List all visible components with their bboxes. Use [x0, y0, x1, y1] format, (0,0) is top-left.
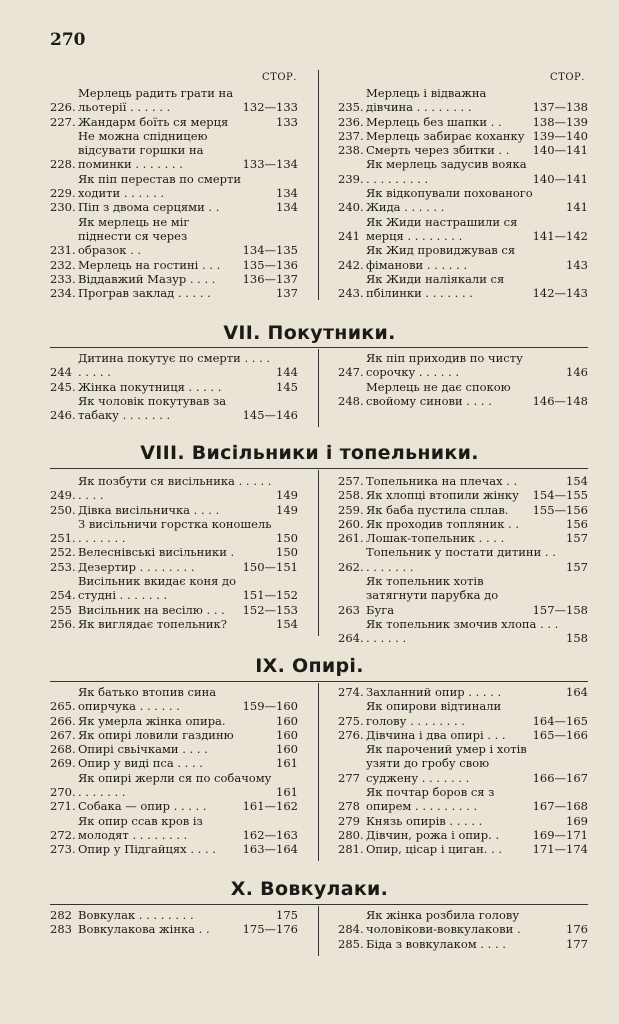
- entry-pages: 134: [276, 186, 298, 201]
- entry-number: 268.: [50, 742, 76, 757]
- entry-number: 261.: [338, 531, 364, 546]
- entry-number: 240.: [338, 200, 364, 215]
- entry-title: Як Жиди настрашили ся мерця . . . . . . . .: [366, 214, 518, 243]
- entry-number: 246.: [50, 408, 76, 423]
- entry-pages: 137—138: [532, 100, 588, 115]
- toc-entry: [338, 728, 588, 742]
- entry-title: Як відкопували похованого Жида . . . . . .: [366, 186, 533, 215]
- entry-pages: 139—140: [532, 128, 588, 143]
- entry-title: Як позбути ся висільника . . . . . . . . .: [78, 474, 272, 503]
- section-rule: [50, 468, 588, 469]
- entry-number: 266.: [50, 713, 76, 728]
- entry-number: 228.: [50, 157, 76, 172]
- entry-number: 226.: [50, 100, 76, 115]
- entry-title: Як опирі ловили газдиню: [78, 727, 234, 742]
- column-header-right: СТОР.: [550, 72, 585, 83]
- toc-entry: [338, 574, 588, 617]
- entry-pages: 134—135: [242, 243, 298, 258]
- entry-number: 235.: [338, 100, 364, 115]
- toc-entry: [338, 129, 588, 143]
- entry-number: 285.: [338, 936, 364, 951]
- entry-pages: 175: [276, 908, 298, 922]
- entry-title: Захланний опир . . . . .: [366, 685, 502, 699]
- entry-title: Як парочений умер і хотів узяти до гробу свою суджену . . . . . . .: [366, 742, 527, 785]
- entry-pages: 160: [276, 727, 298, 742]
- entry-number: 251.: [50, 531, 76, 546]
- entry-pages: 154—155: [532, 488, 588, 503]
- section-title: X. Вовкулаки.: [230, 878, 389, 900]
- toc-left-column: [50, 908, 298, 937]
- toc-right-column: [338, 351, 588, 408]
- toc-entry: [50, 286, 298, 300]
- toc-entry: [338, 785, 588, 814]
- entry-title: Як Жиди наліякали ся пбілинки . . . . . . .: [366, 271, 505, 301]
- toc-entry: [50, 394, 298, 423]
- entry-number: 255: [50, 602, 72, 617]
- entry-title: Як жінка розбила голову чоловікови-вовкулакови .: [366, 908, 521, 937]
- entry-title: Опир у Підгайцях . . . .: [78, 842, 216, 857]
- entry-pages: 165—166: [532, 727, 588, 742]
- toc-entry: [338, 814, 588, 828]
- toc-right-column: [338, 474, 588, 646]
- toc-entry: [338, 351, 588, 380]
- entry-pages: 152—153: [242, 602, 298, 617]
- toc-entry: [50, 685, 298, 714]
- entry-title: З висільничи горстка коношель . . . . . . .: [78, 516, 272, 546]
- entry-number: 231.: [50, 243, 76, 258]
- entry-title: Як Жид провиджував ся фіманови . . . . . .: [366, 243, 516, 272]
- entry-number: 274.: [338, 685, 364, 699]
- toc-entry: [338, 517, 588, 531]
- entry-pages: 171—174: [532, 842, 588, 857]
- toc-entry: [50, 545, 298, 559]
- entry-title: Як баба пустила сплав.: [366, 502, 509, 517]
- entry-pages: 160: [276, 713, 298, 728]
- toc-left-column: [50, 351, 298, 422]
- entry-title: Як топельник хотів затягнути парубка до Буга: [366, 574, 499, 617]
- toc-entry: [338, 908, 588, 937]
- entry-title: Висільник на весілю . . .: [78, 602, 225, 617]
- toc-entry: [50, 728, 298, 742]
- entry-title: Мерлець радить грати на льотерії . . . . . .: [78, 86, 234, 115]
- entry-title: Топельника на плечах . .: [366, 474, 518, 488]
- entry-number: 263: [338, 602, 360, 617]
- entry-title: Велеснівські висільники .: [78, 545, 235, 560]
- entry-number: 269.: [50, 756, 76, 771]
- entry-pages: 150: [276, 531, 298, 546]
- toc-entry: [50, 603, 298, 617]
- entry-number: 234.: [50, 286, 76, 301]
- entry-title: Смерть через збитки . .: [366, 143, 510, 158]
- entry-number: 282: [50, 908, 72, 922]
- entry-title: Як опирови відтинали голову . . . . . . . .: [366, 699, 502, 728]
- toc-entry: [50, 517, 298, 546]
- entry-title: Опир у виді пса . . . .: [78, 756, 203, 771]
- toc-entry: [50, 617, 298, 631]
- toc-entry: [338, 699, 588, 728]
- entry-number: 247.: [338, 365, 364, 380]
- entry-pages: 161: [276, 785, 298, 800]
- toc-entry: [338, 272, 588, 301]
- entry-title: Жінка покутниця . . . . .: [78, 379, 222, 394]
- entry-title: Біда з вовкулаком . . . .: [366, 936, 506, 951]
- entry-number: 229.: [50, 186, 76, 201]
- entry-pages: 161—162: [242, 799, 298, 814]
- entry-number: 265.: [50, 699, 76, 714]
- entry-number: 257.: [338, 474, 364, 488]
- entry-title: Мерлець на гостині . . .: [78, 257, 221, 272]
- toc-entry: [50, 380, 298, 394]
- entry-pages: 150: [276, 545, 298, 560]
- entry-number: 238.: [338, 143, 364, 158]
- toc-entry: [50, 215, 298, 258]
- toc-entry: [50, 814, 298, 843]
- toc-entry: [338, 937, 588, 951]
- entry-number: 243.: [338, 286, 364, 301]
- entry-title: Висільник вкидає коня до студні . . . . . . .: [78, 574, 237, 603]
- entry-pages: 158: [566, 631, 588, 646]
- entry-number: 244: [50, 365, 72, 380]
- entry-number: 272.: [50, 827, 76, 842]
- entry-pages: 149: [276, 488, 298, 503]
- toc-entry: [338, 115, 588, 129]
- section-title: VIII. Висільники і топельники.: [140, 442, 479, 464]
- toc-entry: [338, 617, 588, 646]
- entry-pages: 145—146: [242, 408, 298, 423]
- toc-left-column: [50, 86, 298, 300]
- entry-pages: 157: [566, 531, 588, 546]
- entry-title: Жандарм боїть ся мерця: [78, 114, 229, 129]
- toc-entry: [50, 574, 298, 603]
- entry-title: Як топельник змочив хлопа . . . . . . . . .: [366, 616, 559, 646]
- entry-pages: 169: [566, 813, 588, 828]
- toc-right-column: [338, 86, 588, 300]
- toc-entry: [50, 756, 298, 770]
- entry-title: Як опир ссав кров із молодят . . . . . . . .: [78, 813, 203, 842]
- entry-number: 254.: [50, 588, 76, 603]
- entry-title: Як умерла жінка опира.: [78, 713, 226, 728]
- entry-number: 277: [338, 770, 360, 785]
- entry-number: 241: [338, 228, 360, 243]
- entry-title: Вовкулак . . . . . . . .: [78, 908, 194, 922]
- entry-number: 236.: [338, 114, 364, 129]
- toc-entry: [338, 474, 588, 488]
- entry-number: 245.: [50, 379, 76, 394]
- toc-entry: [338, 685, 588, 699]
- entry-title: Собака — опир . . . . .: [78, 799, 207, 814]
- entry-pages: 141: [566, 200, 588, 215]
- entry-title: Як виглядає топельник?: [78, 616, 227, 631]
- entry-number: 281.: [338, 842, 364, 857]
- toc-entry: [50, 272, 298, 286]
- entry-number: 284.: [338, 922, 364, 937]
- entry-pages: 144: [276, 365, 298, 380]
- toc-right-column: [338, 908, 588, 951]
- entry-title: Піп з двома серцями . .: [78, 200, 220, 215]
- entry-title: Дівка висільничка . . . .: [78, 502, 220, 517]
- toc-entry: [338, 157, 588, 186]
- entry-pages: 143: [566, 257, 588, 272]
- entry-pages: 135—136: [242, 257, 298, 272]
- entry-number: 273.: [50, 842, 76, 857]
- entry-pages: 177: [566, 936, 588, 951]
- entry-pages: 163—164: [242, 842, 298, 857]
- entry-number: 227.: [50, 114, 76, 129]
- entry-number: 250.: [50, 502, 76, 517]
- entry-pages: 141—142: [532, 228, 588, 243]
- toc-entry: [338, 380, 588, 409]
- entry-number: 260.: [338, 516, 364, 531]
- entry-pages: 137: [276, 286, 298, 301]
- entry-pages: 167—168: [532, 799, 588, 814]
- page-number: 270: [50, 30, 86, 50]
- toc-entry: [338, 842, 588, 856]
- entry-title: Вовкулакова жінка . .: [78, 922, 210, 937]
- entry-title: Як піп приходив по чисту сорочку . . . . . .: [366, 351, 523, 380]
- toc-entry: [338, 215, 588, 244]
- toc-entry: [338, 243, 588, 272]
- entry-number: 256.: [50, 616, 76, 631]
- toc-entry: [338, 742, 588, 785]
- entry-pages: 140—141: [532, 171, 588, 186]
- entry-pages: 154: [566, 474, 588, 488]
- entry-number: 280.: [338, 827, 364, 842]
- entry-number: 233.: [50, 271, 76, 286]
- entry-pages: 156: [566, 516, 588, 531]
- entry-number: 249.: [50, 488, 76, 503]
- toc-entry: [338, 503, 588, 517]
- toc-entry: [338, 186, 588, 215]
- toc-entry: [338, 531, 588, 545]
- entry-title: Мерлець і відважна дівчина . . . . . . . .: [366, 86, 487, 115]
- entry-title: Не можна спідницею відсувати горшки на поминки . . . . . . .: [78, 128, 208, 172]
- toc-entry: [338, 488, 588, 502]
- entry-number: 232.: [50, 257, 76, 272]
- entry-number: 264.: [338, 631, 364, 646]
- entry-pages: 159—160: [242, 699, 298, 714]
- entry-pages: 162—163: [242, 827, 298, 842]
- entry-pages: 176: [566, 922, 588, 937]
- toc-entry: [50, 714, 298, 728]
- entry-pages: 164: [566, 685, 588, 699]
- entry-pages: 151—152: [242, 588, 298, 603]
- entry-title: Як чоловік покутував за табаку . . . . . . .: [78, 393, 227, 423]
- entry-pages: 149: [276, 502, 298, 517]
- entry-title: Як проходив топляник . .: [366, 516, 520, 531]
- entry-number: 278: [338, 799, 360, 814]
- entry-pages: 146: [566, 365, 588, 380]
- entry-pages: 150—151: [242, 559, 298, 574]
- toc-entry: [50, 258, 298, 272]
- entry-pages: 157—158: [532, 602, 588, 617]
- column-divider: [318, 70, 319, 300]
- entry-pages: 138—139: [532, 114, 588, 129]
- entry-number: 239.: [338, 171, 364, 186]
- toc-left-column: [50, 685, 298, 857]
- section-rule: [50, 347, 588, 348]
- section-title: VII. Покутники.: [223, 322, 396, 344]
- toc-entry: [338, 86, 588, 115]
- entry-number: 252.: [50, 545, 76, 560]
- toc-entry: [338, 828, 588, 842]
- entry-title: Як мерлець не міг піднести ся через образок . .: [78, 214, 190, 258]
- entry-pages: 161: [276, 756, 298, 771]
- toc-entry: [50, 742, 298, 756]
- toc-entry: [50, 771, 298, 800]
- entry-title: Князь опирів . . . . .: [366, 813, 483, 828]
- toc-entry: [50, 922, 298, 936]
- entry-pages: 132—133: [242, 100, 298, 115]
- entry-pages: 166—167: [532, 770, 588, 785]
- entry-pages: 155—156: [532, 502, 588, 517]
- entry-title: Як опирі жерли ся по собачому . . . . . . .: [78, 770, 272, 800]
- entry-number: 248.: [338, 393, 364, 408]
- entry-title: Як мерлець задусив вояка . . . . . . . . .: [366, 157, 527, 186]
- entry-pages: 157: [566, 559, 588, 574]
- toc-entry: [50, 560, 298, 574]
- entry-title: Мерлець без шапки . .: [366, 114, 502, 129]
- entry-number: 283: [50, 922, 72, 937]
- toc-entry: [50, 503, 298, 517]
- entry-number: 253.: [50, 559, 76, 574]
- entry-pages: 160: [276, 742, 298, 757]
- entry-pages: 154: [276, 616, 298, 631]
- entry-number: 242.: [338, 257, 364, 272]
- entry-number: 230.: [50, 200, 76, 215]
- entry-pages: 146—148: [532, 393, 588, 408]
- entry-title: Дівчин, рожа і опир. .: [366, 827, 500, 842]
- entry-title: Як батько втопив сина опирчука . . . . . .: [78, 685, 217, 714]
- entry-pages: 164—165: [532, 713, 588, 728]
- entry-pages: 169—171: [532, 827, 588, 842]
- entry-title: Лошак-топельник . . . .: [366, 531, 505, 546]
- toc-entry: [50, 129, 298, 172]
- entry-number: 276.: [338, 727, 364, 742]
- toc-entry: [50, 172, 298, 201]
- column-divider: [318, 349, 319, 427]
- toc-right-column: [338, 685, 588, 857]
- column-header-left: СТОР.: [262, 72, 297, 83]
- entry-title: Дитина покутує по смерти . . . . . . . . .: [78, 351, 271, 380]
- section-rule: [50, 681, 588, 682]
- entry-title: Опирі свьічками . . . .: [78, 742, 208, 757]
- toc-entry: [338, 545, 588, 574]
- entry-pages: 133: [276, 114, 298, 129]
- toc-left-column: [50, 474, 298, 631]
- toc-entry: [50, 799, 298, 813]
- entry-title: Дезертир . . . . . . . .: [78, 559, 195, 574]
- entry-pages: 140—141: [532, 143, 588, 158]
- entry-title: Дівчина і два опирі . . .: [366, 727, 506, 742]
- toc-entry: [50, 474, 298, 503]
- entry-title: Опир, цісар і циган. . .: [366, 842, 503, 857]
- toc-entry: [50, 86, 298, 115]
- column-divider: [318, 906, 319, 956]
- toc-entry: [50, 351, 298, 380]
- entry-number: 262.: [338, 559, 364, 574]
- entry-pages: 136—137: [242, 271, 298, 286]
- entry-title: Віддавжий Мазур . . . .: [78, 271, 216, 286]
- entry-number: 267.: [50, 727, 76, 742]
- section-title: IX. Опирі.: [255, 655, 364, 677]
- entry-pages: 175—176: [242, 922, 298, 937]
- entry-title: Як почтар боров ся з опирем . . . . . . . . .: [366, 785, 495, 814]
- entry-title: Мерлець не дає спокою свойому синови . . . .: [366, 379, 511, 408]
- entry-pages: 145: [276, 379, 298, 394]
- toc-entry: [50, 200, 298, 214]
- toc-entry: [50, 908, 298, 922]
- entry-number: 270.: [50, 785, 76, 800]
- section-rule: [50, 904, 588, 905]
- column-divider: [318, 470, 319, 636]
- entry-title: Топельник у постати дитини . . . . . . . . .: [366, 545, 556, 574]
- entry-pages: 142—143: [532, 286, 588, 301]
- column-divider: [318, 683, 319, 861]
- toc-entry: [338, 143, 588, 157]
- entry-pages: 134: [276, 200, 298, 215]
- entry-title: Мерлець забирає коханку: [366, 128, 525, 143]
- entry-pages: 133—134: [242, 157, 298, 172]
- entry-number: 275.: [338, 713, 364, 728]
- entry-title: Як хлопці втопили жінку: [366, 488, 519, 503]
- entry-number: 237.: [338, 128, 364, 143]
- entry-title: Як піп перестав по смерти ходити . . . . . .: [78, 171, 242, 201]
- entry-number: 279: [338, 813, 360, 828]
- entry-number: 258.: [338, 488, 364, 503]
- entry-title: Програв заклад . . . . .: [78, 286, 211, 301]
- entry-number: 271.: [50, 799, 76, 814]
- toc-entry: [50, 115, 298, 129]
- toc-entry: [50, 842, 298, 856]
- entry-number: 259.: [338, 502, 364, 517]
